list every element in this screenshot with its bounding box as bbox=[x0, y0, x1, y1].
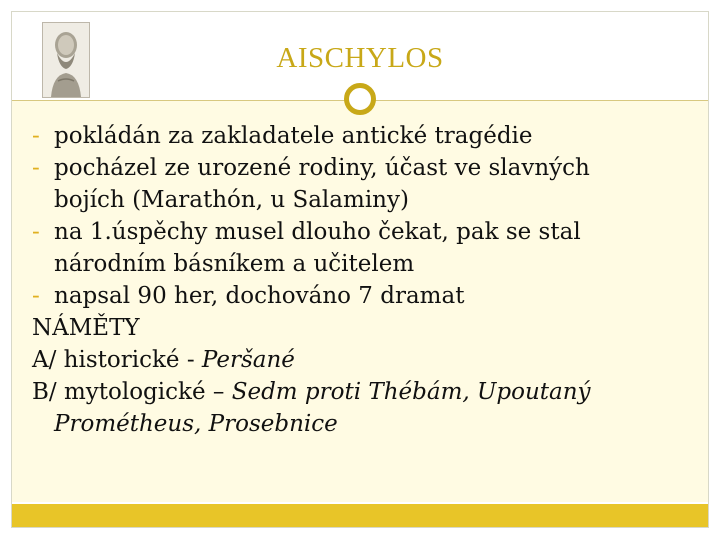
slide-content bbox=[32, 120, 692, 440]
slide-title: AISCHYLOS bbox=[276, 42, 444, 74]
bullet-dash: - bbox=[32, 155, 40, 181]
theme-works-continuation bbox=[32, 408, 692, 440]
theme-label: A/ historické - bbox=[32, 347, 202, 373]
bullet-text: na 1.úspěchy musel dlouho čekat, pak se stal bbox=[54, 219, 581, 245]
bullet-item bbox=[32, 216, 692, 248]
bullet-text: napsal 90 her, dochováno 7 dramat bbox=[54, 283, 465, 309]
bullet-text-continuation: bojích (Marathón, u Salaminy) bbox=[54, 187, 409, 213]
bullet-item bbox=[32, 280, 692, 312]
bullet-dash: - bbox=[32, 219, 40, 245]
bullet-dash: - bbox=[32, 123, 40, 149]
theme-label: B/ mytologické – bbox=[32, 379, 232, 405]
bullet-dash: - bbox=[32, 283, 40, 309]
theme-works: Sedm proti Thébám, Upoutaný bbox=[231, 379, 591, 405]
bullet-item bbox=[32, 120, 692, 152]
theme-historical bbox=[32, 344, 692, 376]
section-heading: NÁMĚTY bbox=[32, 315, 140, 341]
bullet-text: pokládán za zakladatele antické tragédie bbox=[54, 123, 533, 149]
theme-works: Prométheus, Prosebnice bbox=[54, 411, 338, 437]
footer-bar bbox=[12, 504, 708, 527]
theme-work: Peršané bbox=[201, 347, 295, 373]
bullet-text: pocházel ze urozené rodiny, účast ve slavných bbox=[54, 155, 590, 181]
bullet-text-continuation: národním básníkem a učitelem bbox=[54, 251, 415, 277]
slide bbox=[11, 11, 709, 528]
theme-mythological bbox=[32, 376, 692, 408]
ring-ornament-icon bbox=[344, 83, 376, 115]
bullet-item bbox=[32, 152, 692, 184]
